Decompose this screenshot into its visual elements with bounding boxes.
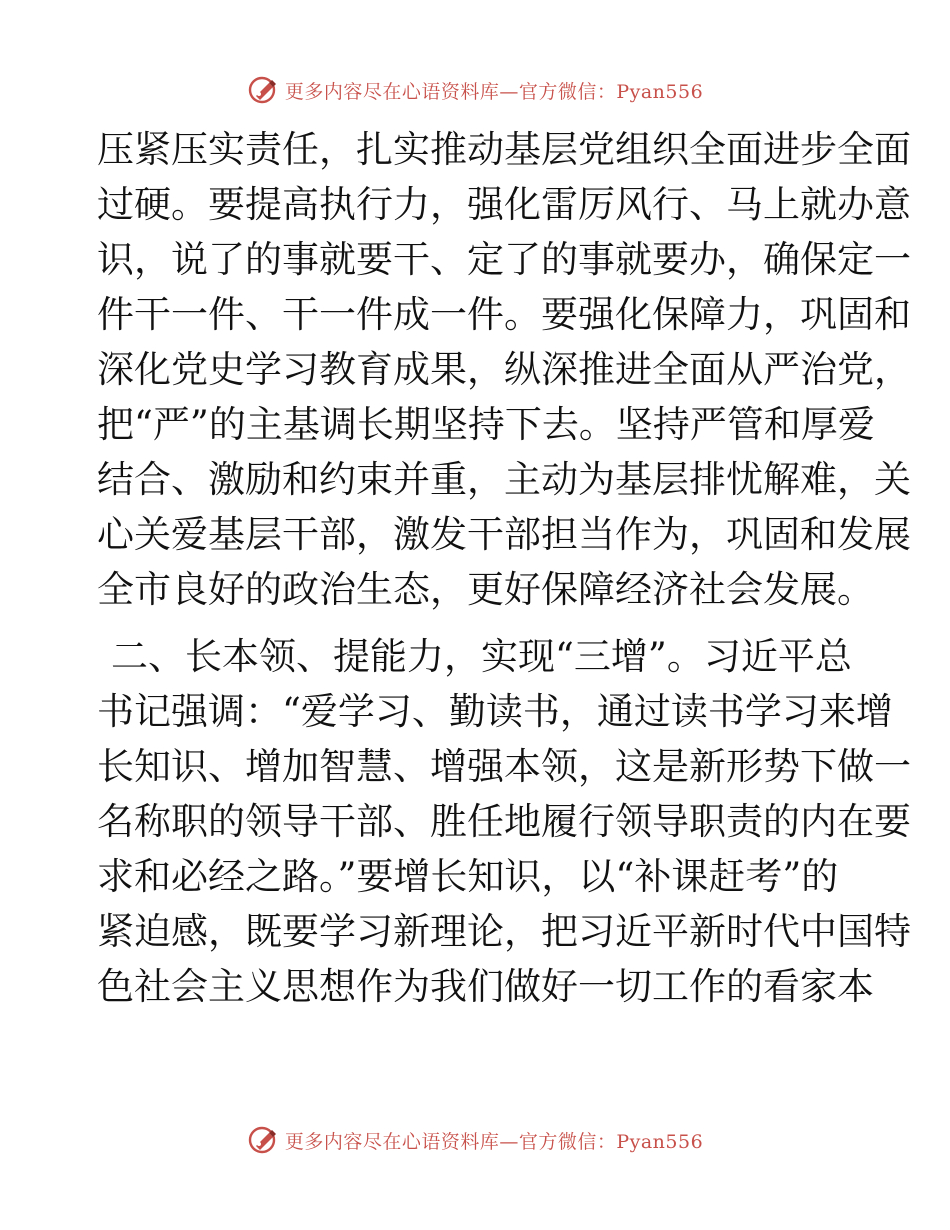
paragraph-2 bbox=[97, 629, 911, 1014]
text-line: 书记强调：“爱学习、勤读书，通过读书学习来增 bbox=[97, 690, 893, 733]
footer-banner bbox=[0, 1120, 950, 1160]
document-body bbox=[97, 122, 911, 1014]
text-line: 压紧压实责任，扎实推动基层党组织全面进步全面 bbox=[97, 128, 911, 171]
header-banner bbox=[0, 70, 950, 110]
pen-logo-icon bbox=[247, 1124, 279, 1156]
text-line: 全市良好的政治生态，更好保障经济社会发展。 bbox=[97, 568, 874, 611]
text-line: 求和必经之路。”要增长知识，以“补课赶考”的 bbox=[97, 855, 839, 898]
text-line: 件干一件、干一件成一件。要强化保障力，巩固和 bbox=[97, 293, 911, 336]
text-line: 结合、激励和约束并重，主动为基层排忧解难，关 bbox=[97, 458, 911, 501]
paragraph-1 bbox=[97, 122, 911, 617]
header-banner-text: 更多内容尽在心语资料库—官方微信：Pyan556 bbox=[284, 80, 704, 103]
text-line: 过硬。要提高执行力，强化雷厉风行、马上就办意 bbox=[97, 183, 911, 226]
text-line: 识，说了的事就要干、定了的事就要办，确保定一 bbox=[97, 238, 911, 281]
text-line: 心关爱基层干部，激发干部担当作为，巩固和发展 bbox=[97, 513, 911, 556]
text-line: 把“严”的主基调长期坚持下去。坚持严管和厚爱 bbox=[97, 403, 875, 446]
text-line: 紧迫感，既要学习新理论，把习近平新时代中国特 bbox=[97, 910, 911, 953]
text-line: 色社会主义思想作为我们做好一切工作的看家本 bbox=[97, 965, 874, 1008]
text-line: 深化党史学习教育成果，纵深推进全面从严治党， bbox=[97, 348, 911, 391]
text-line: 名称职的领导干部、胜任地履行领导职责的内在要 bbox=[97, 800, 911, 843]
text-line: 长知识、增加智慧、增强本领，这是新形势下做一 bbox=[97, 745, 911, 788]
footer-banner-text: 更多内容尽在心语资料库—官方微信：Pyan556 bbox=[284, 1130, 704, 1153]
pen-logo-icon bbox=[247, 74, 279, 106]
section-heading-line: 二、长本领、提能力，实现“三增”。习近平总 bbox=[111, 635, 852, 678]
